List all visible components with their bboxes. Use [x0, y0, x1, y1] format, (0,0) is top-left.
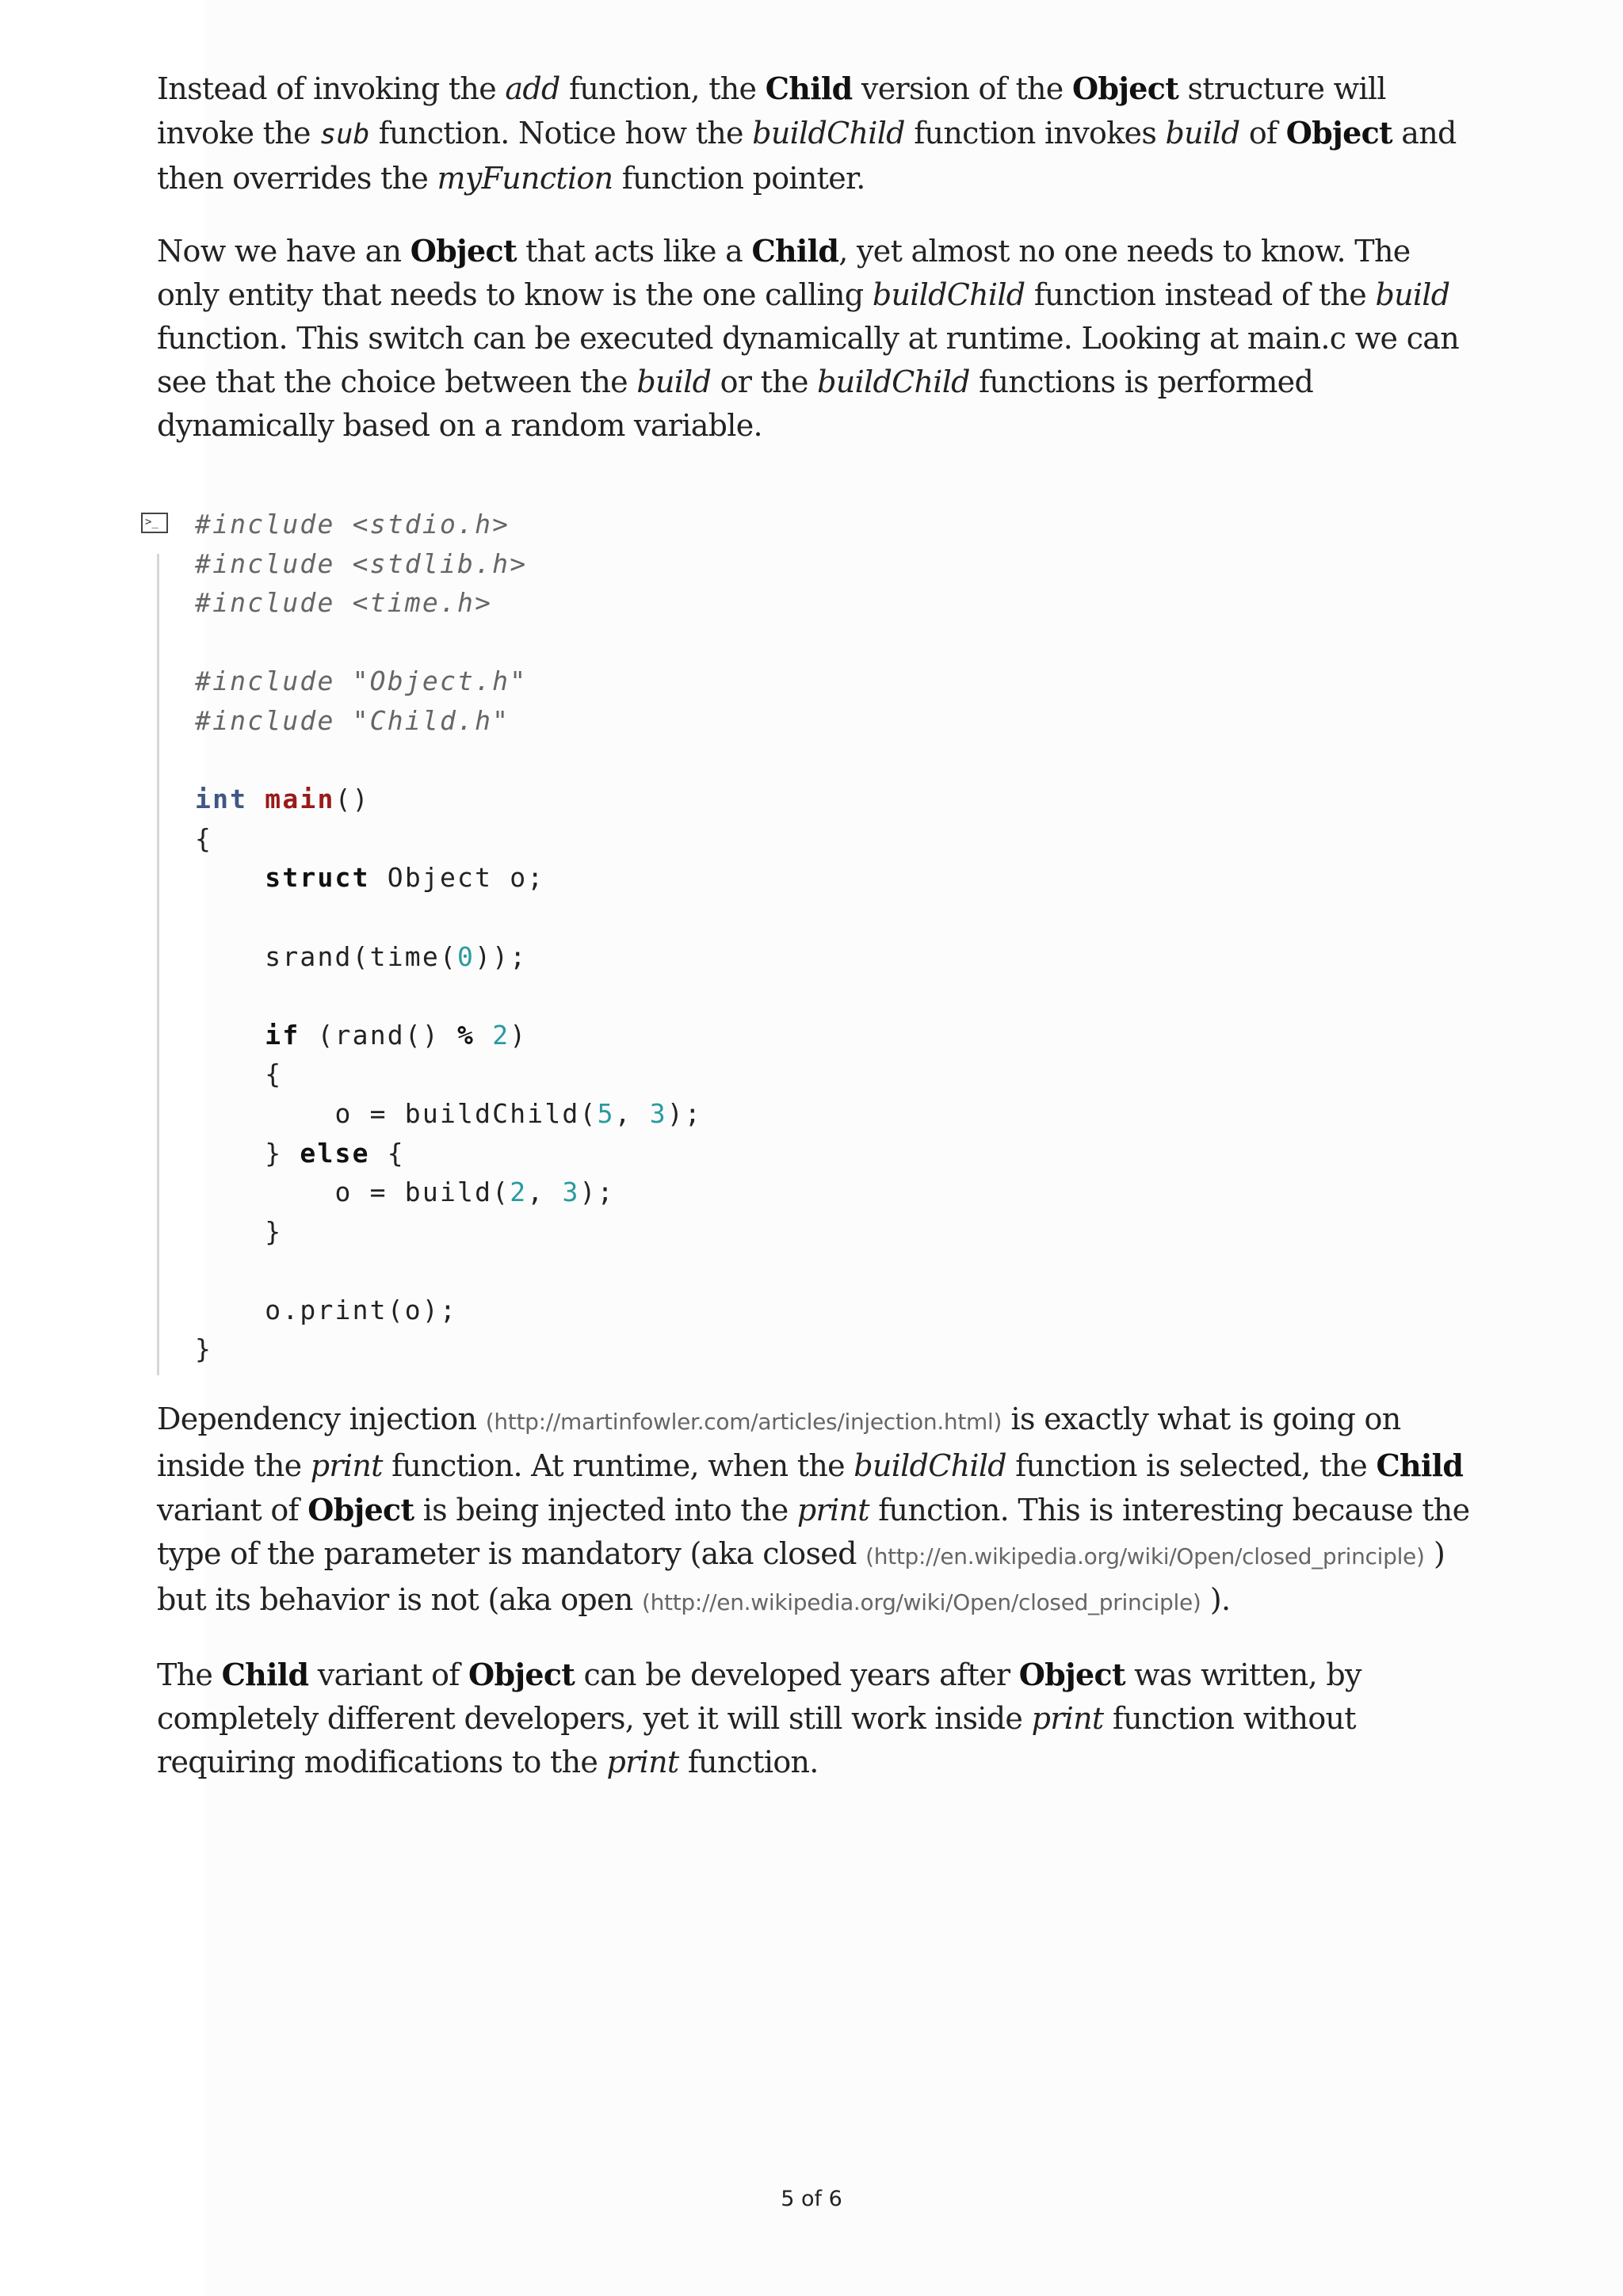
reference-url: (http://martinfowler.com/articles/injection.html) — [485, 1409, 1002, 1436]
text-run: and then overrides the — [157, 116, 1457, 196]
code-token: Object o; — [369, 862, 545, 894]
text-run: function invokes — [904, 116, 1166, 151]
code-token: (rand() — [300, 1019, 458, 1051]
emphasis-text: buildChild — [817, 364, 970, 399]
code-token: o.print(o); — [195, 1294, 458, 1325]
code-token: 5 — [597, 1097, 615, 1129]
text-run: is being injected into the — [414, 1493, 797, 1528]
bold-term: Child — [1376, 1447, 1464, 1484]
code-token — [195, 1020, 265, 1051]
code-token: ); — [666, 1097, 702, 1129]
text-run: that acts like a — [516, 234, 752, 269]
bold-term: Object — [1285, 115, 1392, 151]
text-run: function instead of the — [1025, 277, 1376, 312]
code-line — [195, 1177, 615, 1207]
text-run: variant of — [157, 1493, 308, 1528]
code-token: o = build( — [195, 1177, 510, 1208]
code-line — [195, 587, 492, 618]
code-token — [195, 862, 265, 893]
bold-term: Object — [1071, 71, 1179, 106]
page-number: 5 of 6 — [781, 2187, 842, 2211]
code-token: if — [265, 1019, 300, 1051]
code-token: { — [195, 822, 213, 854]
code-text — [195, 505, 1472, 1369]
code-token: o = buildChild( — [195, 1097, 598, 1129]
code-line — [195, 862, 544, 893]
emphasis-text: buildChild — [752, 116, 905, 151]
code-token: () — [334, 784, 370, 815]
text-run: can be developed years after — [575, 1657, 1019, 1693]
code-line — [195, 1098, 702, 1129]
emphasis-text: myFunction — [437, 161, 613, 196]
text-run: ). — [1201, 1582, 1231, 1618]
emphasis-text: build — [1165, 116, 1240, 151]
emphasis-text: print — [310, 1448, 383, 1484]
code-line — [195, 666, 527, 696]
bold-term: Child — [221, 1657, 309, 1693]
code-token: main — [265, 784, 335, 815]
text-run: function. Notice how the — [369, 116, 753, 151]
code-token: int — [195, 784, 248, 815]
code-line — [195, 823, 212, 854]
text-run: function. This is interesting because the type of the parameter is mandatory (aka closed — [157, 1493, 1470, 1572]
emphasis-text: add — [505, 71, 560, 106]
code-token: srand(time( — [195, 940, 458, 972]
code-line — [195, 1216, 282, 1247]
code-token: ) — [510, 1019, 528, 1051]
code-token: % — [457, 1019, 475, 1051]
emphasis-text: print — [606, 1745, 679, 1780]
code-token: 0 — [457, 940, 475, 972]
text-run: functions is performed dynamically based on a random variable. — [157, 364, 1314, 443]
code-token: #include "Child.h" — [195, 704, 510, 736]
emphasis-text: print — [796, 1493, 869, 1528]
code-term: sub — [319, 119, 370, 151]
text-run: variant of — [308, 1657, 469, 1693]
code-token: #include <stdlib.h> — [195, 547, 528, 579]
code-token: 2 — [492, 1019, 510, 1051]
bold-term: Object — [410, 233, 517, 269]
text-run: function without requiring modifications to the — [157, 1701, 1356, 1780]
code-token — [475, 1020, 492, 1051]
code-token: , — [527, 1177, 563, 1208]
code-token: , — [614, 1097, 650, 1129]
code-token: } — [195, 1215, 283, 1247]
code-token: { — [369, 1137, 405, 1169]
text-run: ) but its behavior is not (aka open — [157, 1536, 1445, 1618]
code-token — [247, 784, 265, 814]
code-token: ); — [579, 1177, 615, 1208]
code-token: } — [195, 1333, 213, 1365]
code-line — [195, 705, 510, 736]
code-token: 3 — [649, 1097, 667, 1129]
text-run: is exactly what is going on inside the — [157, 1402, 1401, 1484]
text-run: version of the — [852, 71, 1072, 106]
bold-term: Child — [751, 233, 839, 269]
text-run: function. At runtime, when the — [382, 1448, 854, 1484]
code-line — [195, 1020, 527, 1051]
text-run: function is selected, the — [1006, 1448, 1377, 1484]
code-token: 2 — [510, 1177, 528, 1208]
paragraph-child-variant-developed-later — [157, 1653, 1472, 1784]
bold-term: Object — [307, 1492, 414, 1528]
emphasis-text: print — [1031, 1701, 1104, 1737]
code-line — [195, 1058, 282, 1089]
code-token: #include <time.h> — [195, 587, 493, 619]
code-line — [195, 784, 370, 814]
reference-url: (http://en.wikipedia.org/wiki/Open/closed_principle) — [865, 1543, 1425, 1570]
code-line — [195, 509, 510, 540]
bold-term: Object — [1018, 1657, 1125, 1693]
code-line — [195, 941, 527, 972]
text-run: Now we have an — [157, 234, 411, 269]
code-token: )); — [475, 940, 528, 972]
emphasis-text: buildChild — [854, 1448, 1006, 1484]
text-run: structure will invoke the — [157, 71, 1386, 151]
bold-term: Object — [468, 1657, 575, 1693]
text-run: , yet almost no one needs to know. The only entity that needs to know is the one calling — [157, 234, 1411, 312]
code-line — [195, 1333, 212, 1364]
code-block-rule — [157, 554, 159, 1375]
document-page — [145, 67, 1472, 1813]
emphasis-text: build — [636, 364, 712, 399]
text-run: of — [1239, 116, 1286, 151]
bold-term: Child — [765, 71, 853, 106]
paragraph-object-acts-like-child — [157, 229, 1472, 448]
text-run: The — [157, 1657, 222, 1693]
code-token: struct — [265, 862, 370, 894]
code-line — [195, 1138, 405, 1169]
emphasis-text: buildChild — [872, 277, 1025, 312]
text-run: function. This switch can be executed dynamically at runtime. Looking at main.c we can see that the choice between the — [157, 321, 1460, 399]
code-token: #include "Object.h" — [195, 666, 528, 697]
emphasis-text: build — [1375, 277, 1450, 312]
reference-url: (http://en.wikipedia.org/wiki/Open/closed_principle) — [641, 1589, 1201, 1616]
terminal-icon: >_ — [141, 513, 168, 533]
code-token: } — [195, 1137, 300, 1169]
code-token: { — [195, 1058, 283, 1090]
text-run: Dependency injection — [157, 1402, 486, 1437]
text-run: was written, by completely different developers, yet it will still work inside — [157, 1657, 1361, 1737]
paragraph-dependency-injection — [157, 1398, 1472, 1624]
text-run: function. — [678, 1745, 819, 1780]
text-run: Instead of invoking the — [157, 71, 506, 106]
code-token: else — [300, 1137, 370, 1169]
code-line — [195, 548, 527, 579]
text-run: function pointer. — [613, 161, 865, 196]
text-run: or the — [711, 364, 818, 399]
code-listing-main-c — [145, 505, 1472, 1369]
paragraph-child-invokes-sub — [157, 67, 1472, 200]
code-token: 3 — [562, 1177, 580, 1208]
code-token: #include <stdio.h> — [195, 509, 510, 540]
text-run: function, the — [559, 71, 766, 106]
code-line — [195, 1295, 457, 1325]
